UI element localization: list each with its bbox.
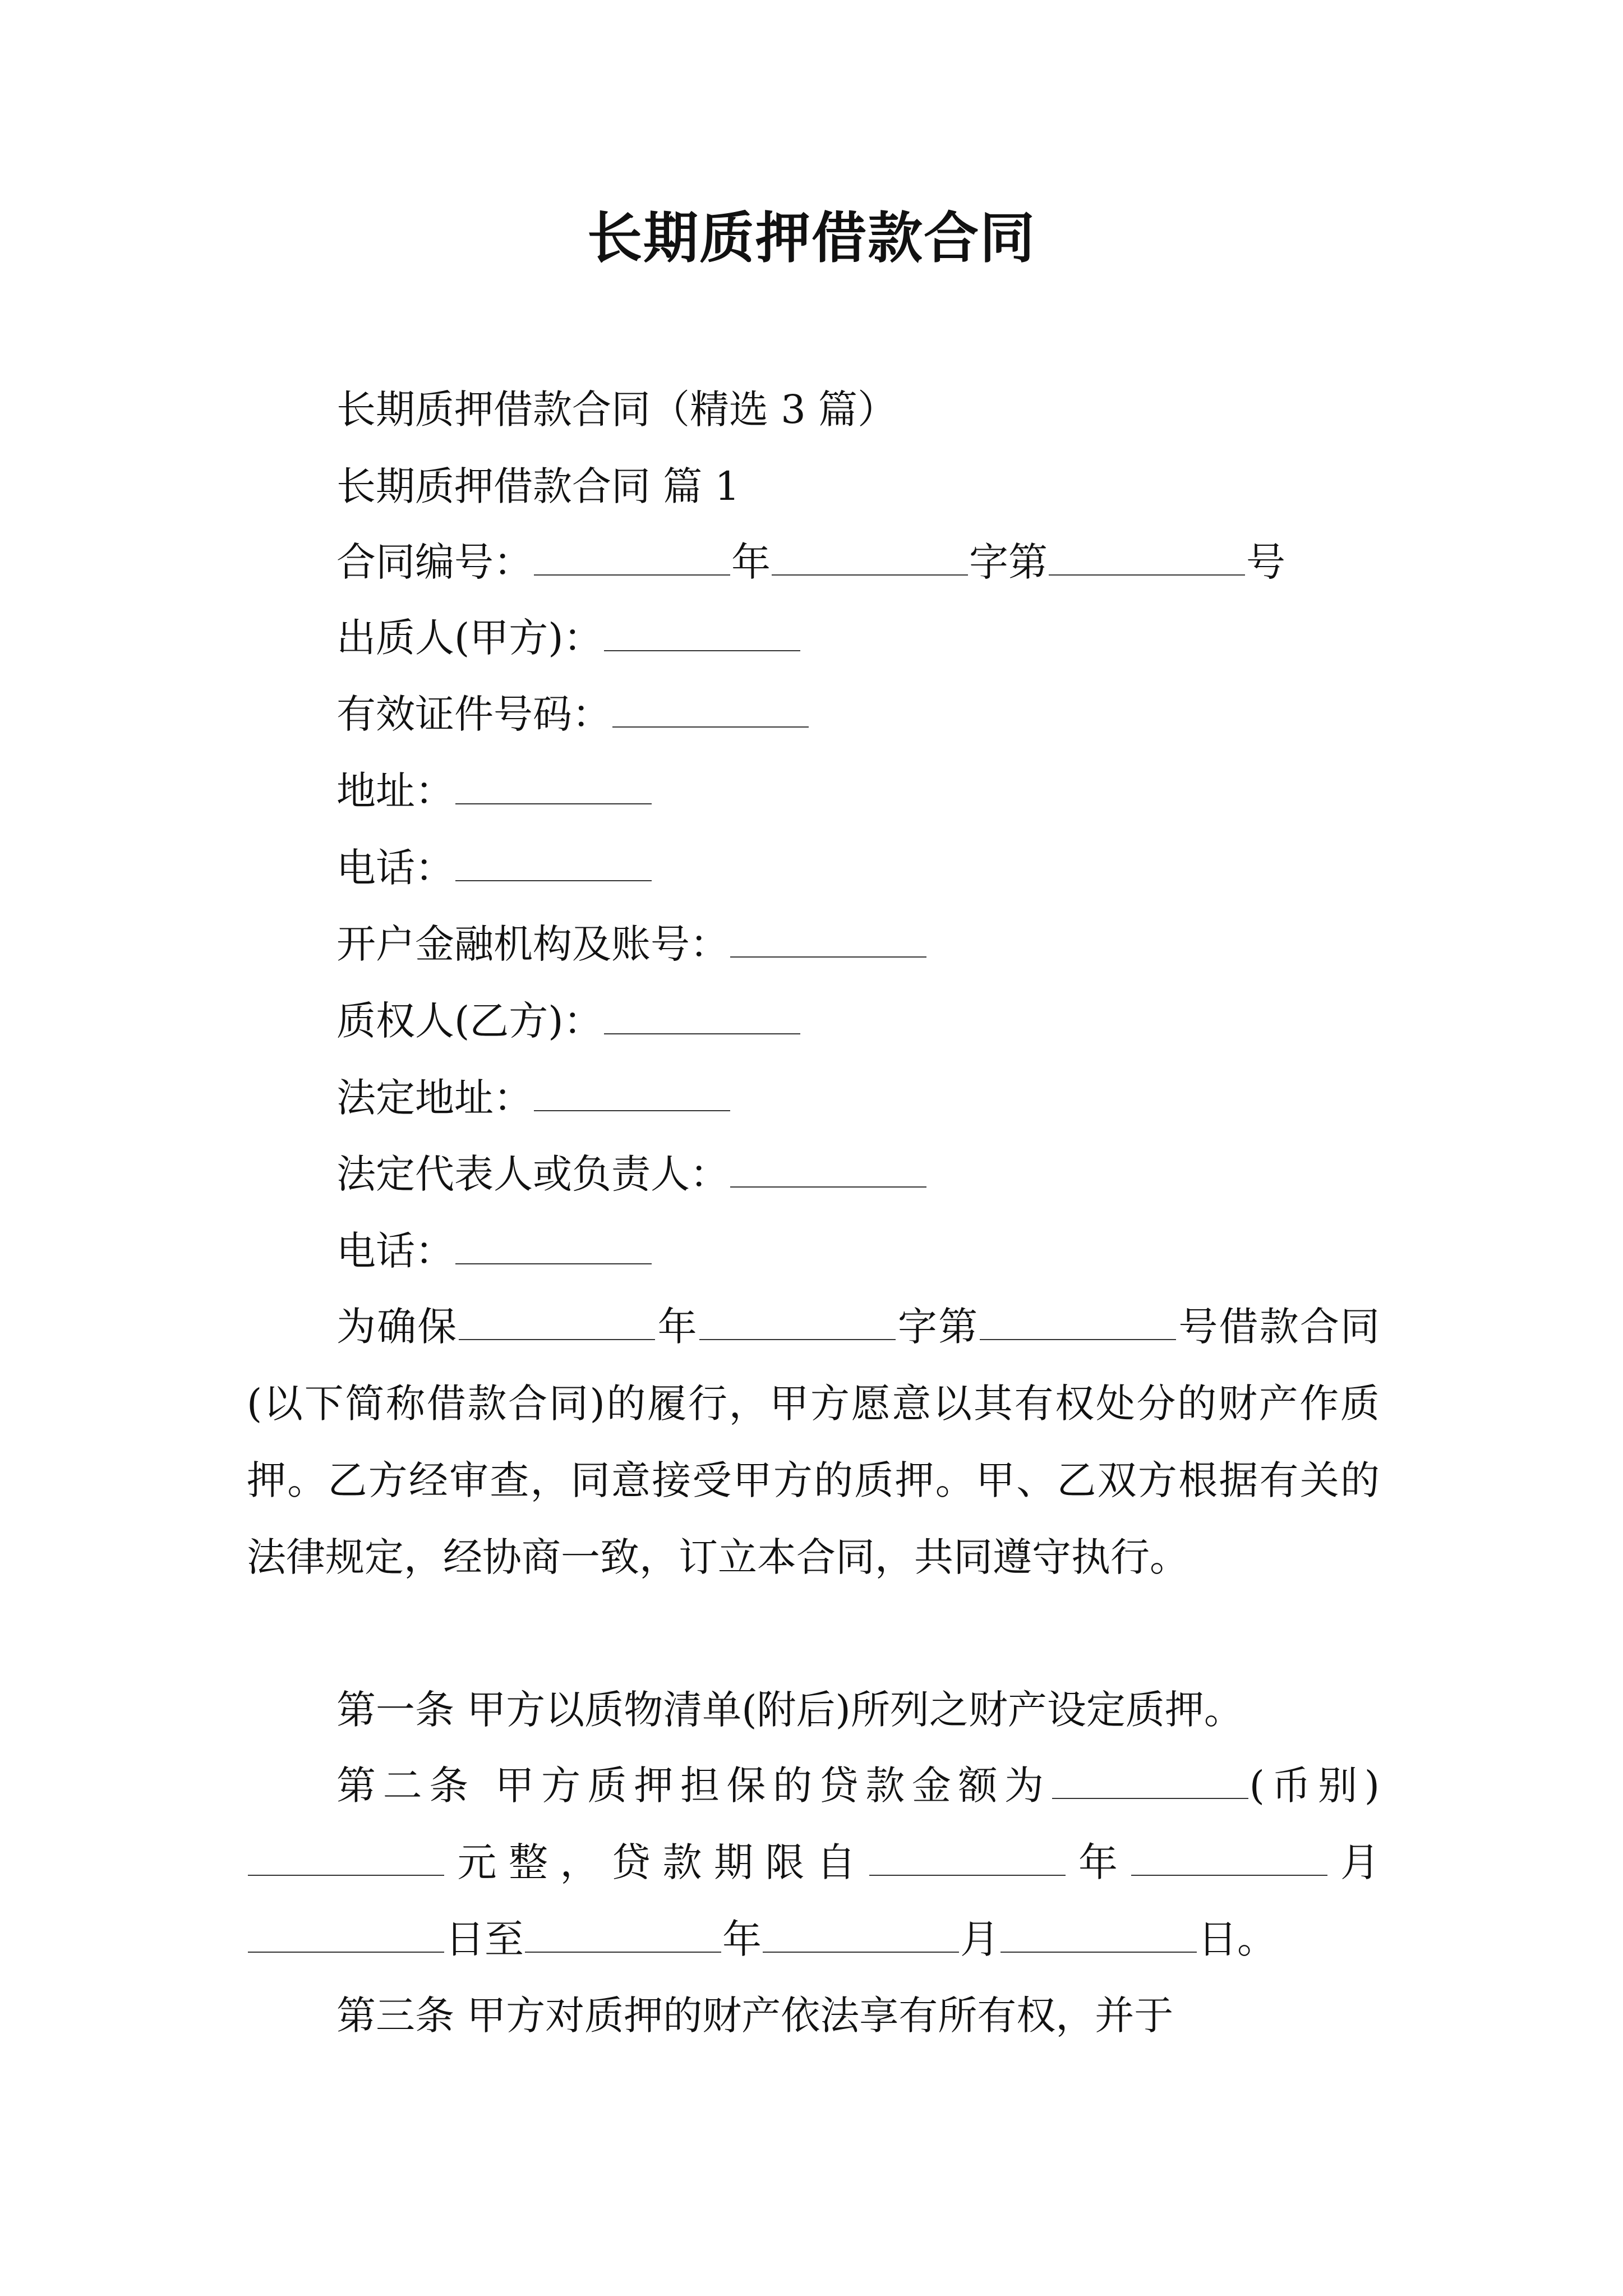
intro-text: 年 [656,1304,698,1350]
article-2-text: (币别) [1249,1763,1380,1809]
legal-address-label: 法定地址： [336,1075,533,1121]
intro-text: 为确保 [336,1304,458,1350]
pledgor-label: 出质人(甲方)： [336,615,603,661]
contract-number-label: 合同编号： [336,539,533,585]
blank-field [459,1336,655,1340]
article-2-text: 年 [1066,1839,1130,1885]
article-2-text: 年 [722,1916,762,1962]
blank-field [455,800,652,804]
hao-label: 号 [1246,539,1285,585]
article-2-text: 月 [960,1916,999,1962]
blank-field [730,1183,926,1188]
blank-field [248,1871,444,1876]
pledgor-line [336,610,801,666]
blank-field [604,1030,800,1034]
blank-field [699,1336,896,1340]
article-2-text: 月 [1328,1839,1380,1885]
year-label: 年 [731,539,771,585]
article-1: 第一条 甲方以质物清单(附后)所列之财产设定质押。 [336,1687,1243,1733]
blank-field [604,647,800,651]
pledgee-line [336,993,801,1049]
address-line [336,763,653,819]
legal-rep-line [336,1146,928,1202]
blank-field [772,571,968,576]
zi-di-label: 字第 [969,539,1048,585]
blank-field [534,1107,730,1111]
id-number-line [336,686,810,742]
blank-field [1049,571,1245,576]
bank-account-line [336,916,928,972]
blank-field [612,723,809,728]
id-number-label: 有效证件号码： [336,691,611,737]
phone-label: 电话： [336,845,454,891]
article-2-text: 日。 [1198,1916,1276,1962]
contract-number-line [336,534,1285,590]
blank-field [1000,1948,1197,1953]
subtitle: 长期质押借款合同（精选 3 篇） [336,386,897,432]
phone2-line [336,1223,653,1279]
article-2-text: 第二条 甲方质押担保的贷款金额为 [336,1763,1051,1809]
blank-field [1131,1871,1327,1876]
blank-field [980,1336,1176,1340]
intro-text: 字第 [896,1304,979,1350]
article-2-text: 日至 [445,1916,524,1962]
article-3: 第三条 甲方对质押的财产依法享有所有权，并于 [336,1993,1174,2039]
legal-rep-label: 法定代表人或负责人： [336,1151,729,1197]
bank-account-label: 开户金融机构及账号： [336,921,729,967]
intro-text: 号借款合同(以下简称借款合同)的履行，甲方愿意以其有权处分的财产作质押。乙方经审查，同意接受甲方的质押。甲、乙双方根据有关的法律规定，经协商一致，订立本合同，共同遵守执行。 [247,1304,1380,1580]
section-heading: 长期质押借款合同 篇 1 [336,463,740,509]
phone2-label: 电话： [336,1228,454,1274]
legal-address-line [336,1070,731,1126]
phone-line [336,840,653,896]
blank-field [1052,1795,1248,1799]
article-2-text: 元整，贷款期限自 [445,1839,868,1885]
blank-field [248,1948,444,1953]
blank-field [455,877,652,881]
blank-field [534,571,730,576]
address-label: 地址： [336,768,454,814]
document-title: 长期质押借款合同 [587,206,1036,270]
blank-field [763,1948,959,1953]
blank-field [869,1871,1066,1876]
blank-field [525,1948,721,1953]
blank-field [730,953,926,958]
pledgee-label: 质权人(乙方)： [336,998,603,1044]
intro-paragraph [247,1289,1380,1596]
article-2 [247,1747,1380,1978]
blank-field [455,1260,652,1264]
